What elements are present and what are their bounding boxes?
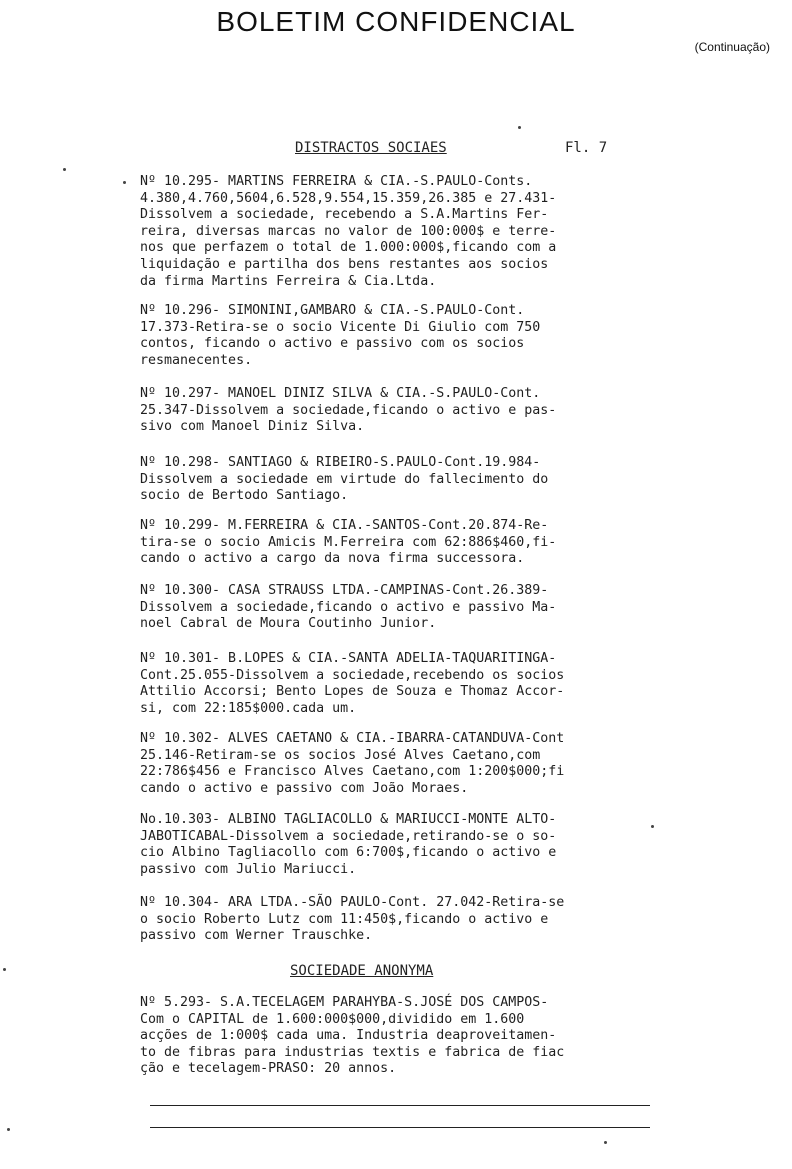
entry-line: Dissolvem a sociedade,ficando o activo e passivo Ma-: [140, 599, 557, 615]
entry-line: socio de Bertodo Santiago.: [140, 488, 349, 504]
entry-line: o socio Roberto Lutz com 11:450$,ficando o activo e: [140, 911, 549, 927]
entry-line: Nº 10.295- MARTINS FERREIRA & CIA.-S.PAULO-Conts.: [140, 174, 533, 189]
entry-line: Com o CAPITAL de 1.600:000$000,dividido em 1.600: [140, 1011, 525, 1027]
entry-line: passivo com Werner Trauschke.: [140, 928, 373, 944]
closing-rule-bottom: [150, 1127, 650, 1128]
sheet-number: Fl. 7: [565, 140, 608, 156]
entry-line: si, com 22:185$000.cada um.: [140, 700, 357, 716]
entry-10304: [140, 895, 660, 945]
entry-10299: [140, 518, 660, 568]
entry-line: Nº 10.304- ARA LTDA.-SÃO PAULO-Cont. 27.042-Retira-se: [140, 895, 565, 910]
margin-dot-mark: [651, 825, 654, 828]
entry-line: Dissolvem a sociedade em virtude do fallecimento do: [140, 471, 549, 487]
entry-line: noel Cabral de Moura Coutinho Junior.: [140, 616, 437, 632]
entry-line: 22:786$456 e Francisco Alves Caetano,com 1:200$000;fi: [140, 764, 565, 780]
entry-line: Nº 10.297- MANOEL DINIZ SILVA & CIA.-S.PAULO-Cont.: [140, 386, 541, 401]
entry-10298: [140, 455, 660, 505]
entry-line: acções de 1:000$ cada uma. Industria deaproveitamen-: [140, 1028, 557, 1044]
entry-line: Nº 10.302- ALVES CAETANO & CIA.-IBARRA-CATANDUVA-Cont: [140, 731, 565, 746]
entry-line: 17.373-Retira-se o socio Vicente Di Giulio com 750: [140, 319, 541, 335]
entry-line: cando o activo e passivo com João Moraes.: [140, 780, 469, 796]
entry-line: Nº 5.293- S.A.TECELAGEM PARAHYBA-S.JOSÉ DOS CAMPOS-: [140, 995, 549, 1010]
entry-5293: [140, 995, 660, 1078]
continuation-label: (Continuação): [694, 40, 770, 54]
margin-dot-mark: [604, 1141, 607, 1144]
entry-line: da firma Martins Ferreira & Cia.Ltda.: [140, 273, 437, 289]
entry-10295: [140, 174, 660, 290]
margin-dot-mark: [7, 1128, 10, 1131]
entry-10301: [140, 651, 660, 717]
entry-line: Dissolvem a sociedade, recebendo a S.A.Martins Fer-: [140, 207, 549, 223]
entry-10296: [140, 303, 660, 369]
entry-10302: [140, 731, 660, 797]
entry-10297: [140, 386, 660, 436]
entry-line: liquidação e partilha dos bens restantes aos socios: [140, 256, 549, 272]
entry-line: Attilio Accorsi; Bento Lopes de Souza e Thomaz Accor-: [140, 684, 565, 700]
entry-line: Nº 10.296- SIMONINI,GAMBARO & CIA.-S.PAULO-Cont.: [140, 303, 525, 318]
closing-rule-top: [150, 1105, 650, 1106]
entry-line: contos, ficando o activo e passivo com os socios: [140, 336, 525, 352]
entry-10303: [140, 812, 660, 878]
margin-dot-mark: [518, 126, 521, 129]
margin-dot-mark: [63, 168, 66, 171]
entry-line: nos que perfazem o total de 1.000:000$,ficando com a: [140, 240, 557, 256]
entry-line: tira-se o socio Amicis M.Ferreira com 62:886$460,fi-: [140, 534, 557, 550]
entry-line: JABOTICABAL-Dissolvem a sociedade,retirando-se o so-: [140, 828, 557, 844]
entry-line: Cont.25.055-Dissolvem a sociedade,recebendo os socios: [140, 667, 565, 683]
entry-line: sivo com Manoel Diniz Silva.: [140, 419, 365, 435]
entry-line: ção e tecelagem-PRASO: 20 annos.: [140, 1061, 397, 1077]
distractos-heading: DISTRACTOS SOCIAES: [295, 140, 447, 156]
entry-line: to de fibras para industrias textis e fabrica de fiac: [140, 1044, 565, 1060]
entry-line: resmanecentes.: [140, 352, 253, 368]
bulletin-title: BOLETIM CONFIDENCIAL: [216, 6, 576, 37]
entry-10300: [140, 583, 660, 633]
entry-line: cando o activo a cargo da nova firma successora.: [140, 551, 525, 567]
sociedade-heading: SOCIEDADE ANONYMA: [290, 963, 434, 979]
entry-line: 4.380,4.760,5604,6.528,9.554,15.359,26.385 e 27.431-: [140, 190, 557, 206]
entry-line: Nº 10.300- CASA STRAUSS LTDA.-CAMPINAS-Cont.26.389-: [140, 583, 549, 598]
entry-line: passivo com Julio Mariucci.: [140, 861, 357, 877]
margin-dot-mark: [123, 181, 126, 184]
entry-line: Nº 10.299- M.FERREIRA & CIA.-SANTOS-Cont.20.874-Re-: [140, 518, 549, 533]
entry-line: No.10.303- ALBINO TAGLIACOLLO & MARIUCCI-MONTE ALTO-: [140, 812, 557, 827]
margin-dot-mark: [3, 968, 6, 971]
entry-line: 25.146-Retiram-se os socios José Alves Caetano,com: [140, 747, 541, 763]
entry-line: 25.347-Dissolvem a sociedade,ficando o activo e pas-: [140, 402, 557, 418]
entry-line: reira, diversas marcas no valor de 100:000$ e terre-: [140, 223, 557, 239]
entry-line: cio Albino Tagliacollo com 6:700$,ficando o activo e: [140, 845, 557, 861]
entry-line: Nº 10.298- SANTIAGO & RIBEIRO-S.PAULO-Cont.19.984-: [140, 455, 541, 470]
entry-line: Nº 10.301- B.LOPES & CIA.-SANTA ADELIA-TAQUARITINGA-: [140, 651, 557, 666]
